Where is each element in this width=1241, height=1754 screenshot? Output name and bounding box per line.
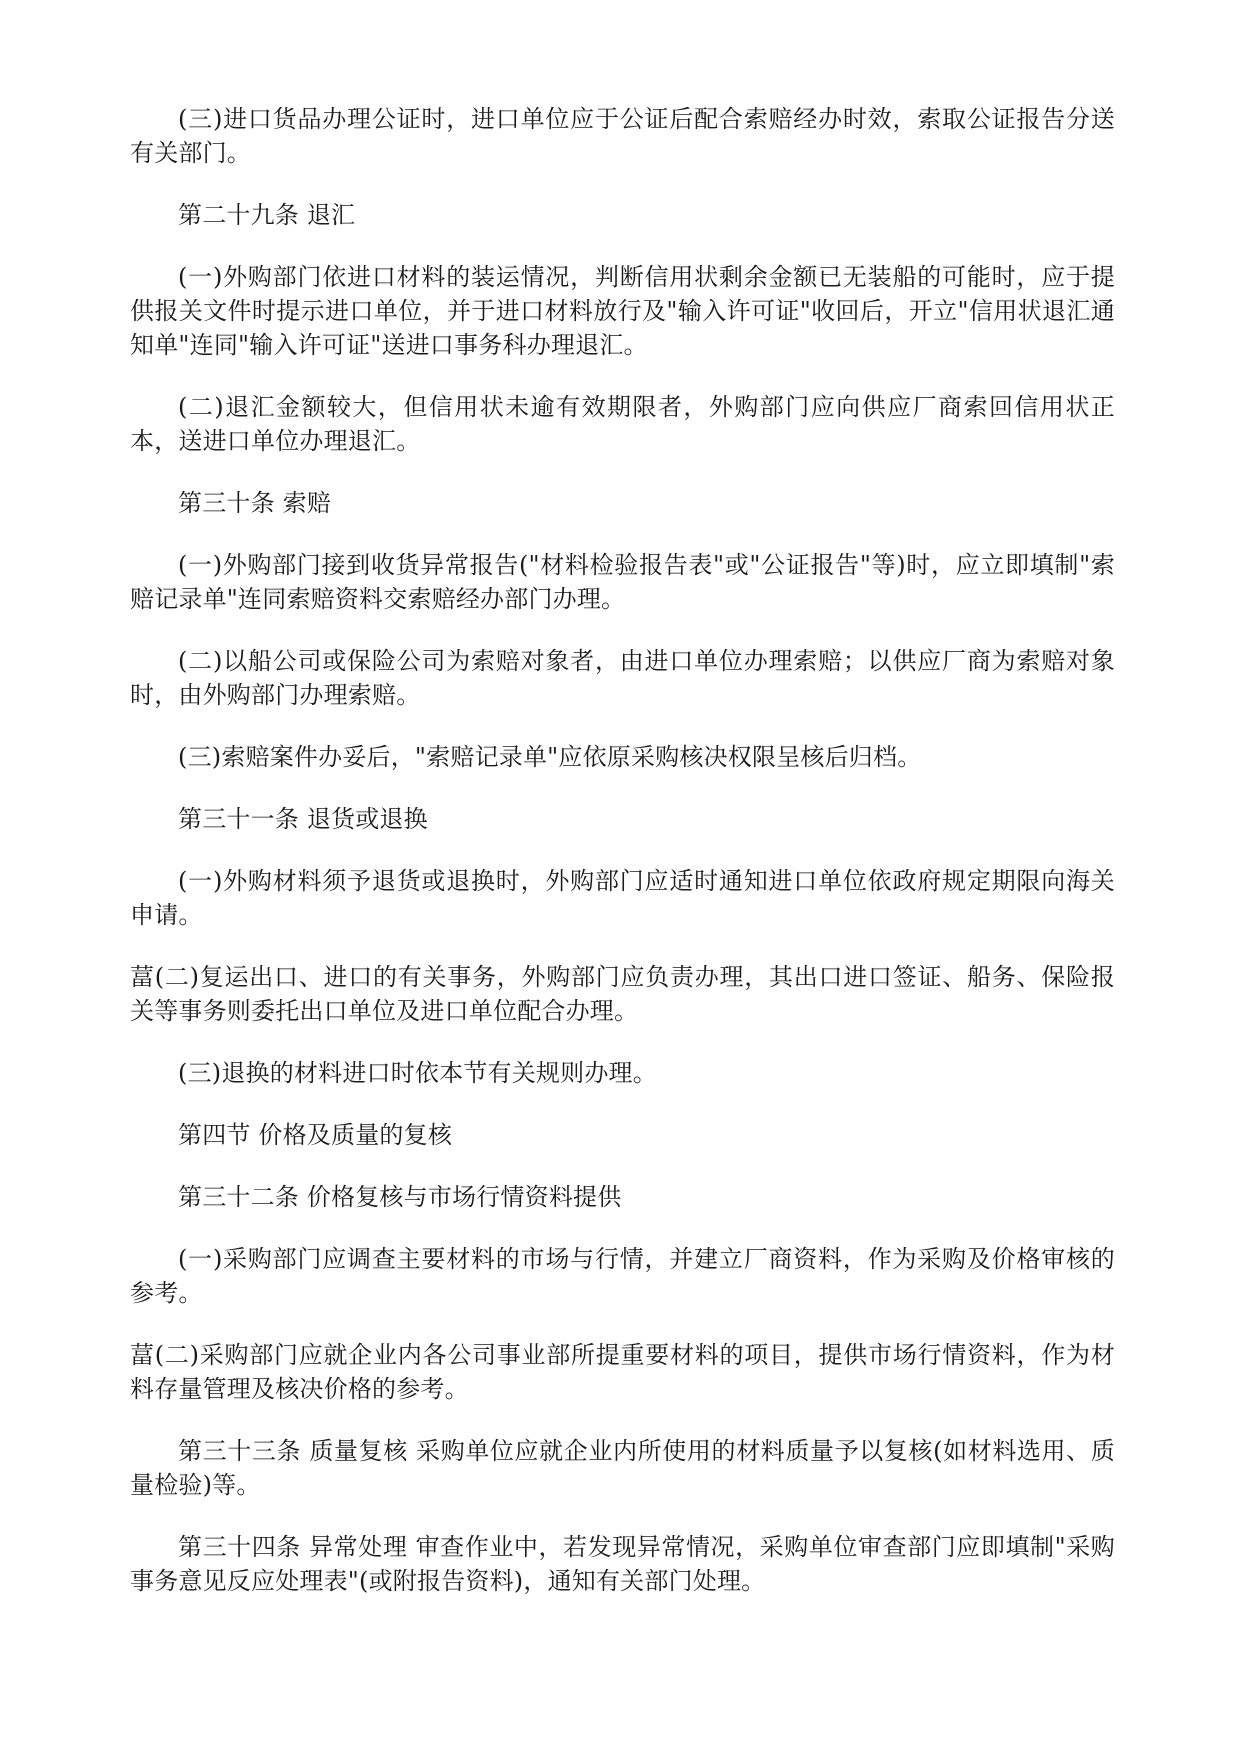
paragraph: (三)退换的材料进口时依本节有关规则办理。 [178, 1059, 657, 1087]
paragraph: (一)外购部门依进口材料的装运情况，判断信用状剩余金额已无装船的可能时，应于提供报关文件时提示进口单位，并于进口材料放行及"输入许可证"收回后，开立"信用状退汇通知单"连同"输入许可证"送进口事务科办理退汇。 [130, 263, 1115, 359]
paragraph: 葍(二)采购部门应就企业内各公司事业部所提重要材料的项目，提供市场行情资料，作为材料存量管理及核决价格的参考。 [130, 1341, 1115, 1403]
paragraph: (一)外购部门接到收货异常报告("材料检验报告表"或"公证报告"等)时，应立即填制"索赔记录单"连同索赔资料交索赔经办部门办理。 [130, 551, 1115, 613]
paragraph: (二)以船公司或保险公司为索赔对象者，由进口单位办理索赔；以供应厂商为索赔对象时，由外购部门办理索赔。 [130, 647, 1115, 709]
section-heading: 第四节 价格及质量的复核 [178, 1121, 453, 1149]
paragraph: (一)外购材料须予退货或退换时，外购部门应适时通知进口单位依政府规定期限向海关申请。 [130, 867, 1115, 929]
article-heading: 第三十一条 退货或退换 [178, 805, 428, 833]
article-heading: 第三十条 索赔 [178, 489, 332, 517]
paragraph: (一)采购部门应调查主要材料的市场与行情，并建立厂商资料，作为采购及价格审核的参考。 [130, 1245, 1115, 1307]
paragraph: (二)退汇金额较大，但信用状未逾有效期限者，外购部门应向供应厂商索回信用状正本，送进口单位办理退汇。 [130, 393, 1115, 455]
paragraph: 第三十三条 质量复核 采购单位应就企业内所使用的材料质量予以复核(如材料选用、质量检验)等。 [130, 1437, 1115, 1499]
paragraph: (三)索赔案件办妥后，"索赔记录单"应依原采购核决权限呈核后归档。 [178, 743, 922, 771]
article-heading: 第三十二条 价格复核与市场行情资料提供 [178, 1183, 622, 1211]
document-page [130, 102, 1115, 1626]
paragraph: (三)进口货品办理公证时，进口单位应于公证后配合索赔经办时效，索取公证报告分送有关部门。 [130, 105, 1115, 167]
paragraph: 第三十四条 异常处理 审查作业中，若发现异常情况，采购单位审查部门应即填制"采购事务意见反应处理表"(或附报告资料)，通知有关部门处理。 [130, 1533, 1115, 1595]
paragraph: 葍(二)复运出口、进口的有关事务，外购部门应负责办理，其出口进口签证、船务、保险报关等事务则委托出口单位及进口单位配合办理。 [130, 963, 1115, 1025]
article-heading: 第二十九条 退汇 [178, 201, 356, 229]
